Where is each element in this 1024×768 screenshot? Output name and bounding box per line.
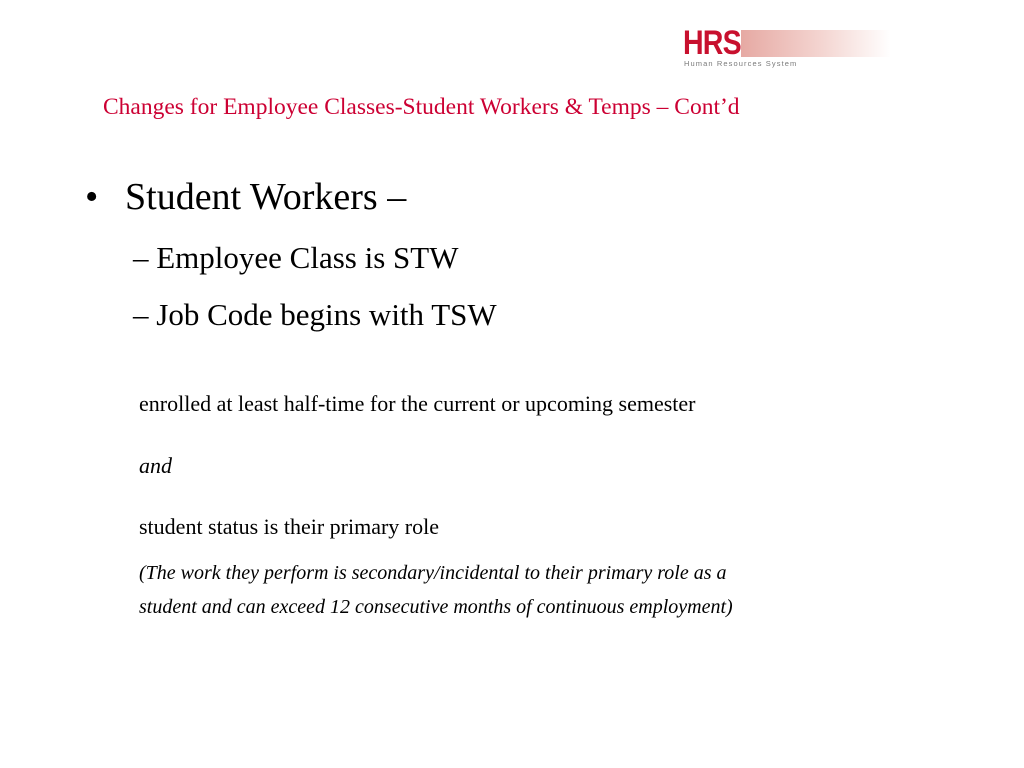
note-line-2: student and can exceed 12 consecutive months of continuous employment) <box>139 596 733 618</box>
logo-tagline: Human Resources System <box>684 59 798 68</box>
explanatory-note <box>139 556 939 624</box>
criteria-primary-role: student status is their primary role <box>139 514 439 539</box>
bullet-student-workers <box>85 174 406 220</box>
criteria-conjunction: and <box>139 453 172 478</box>
criteria-enrolled: enrolled at least half-time for the current or upcoming semester <box>139 391 696 416</box>
sub-item-employee-class: – Employee Class is STW <box>133 240 459 275</box>
note-line-1: (The work they perform is secondary/incidental to their primary role as a <box>139 562 727 584</box>
slide-title: Changes for Employee Classes-Student Workers & Temps – Cont’d <box>103 94 740 120</box>
hrs-logo <box>683 24 898 73</box>
logo-fade-bar <box>741 30 891 57</box>
bullet-text: Student Workers – <box>125 176 407 218</box>
bullet-marker: • <box>85 176 99 218</box>
sub-item-job-code: – Job Code begins with TSW <box>133 297 497 332</box>
logo-letters: HRS <box>683 24 741 62</box>
